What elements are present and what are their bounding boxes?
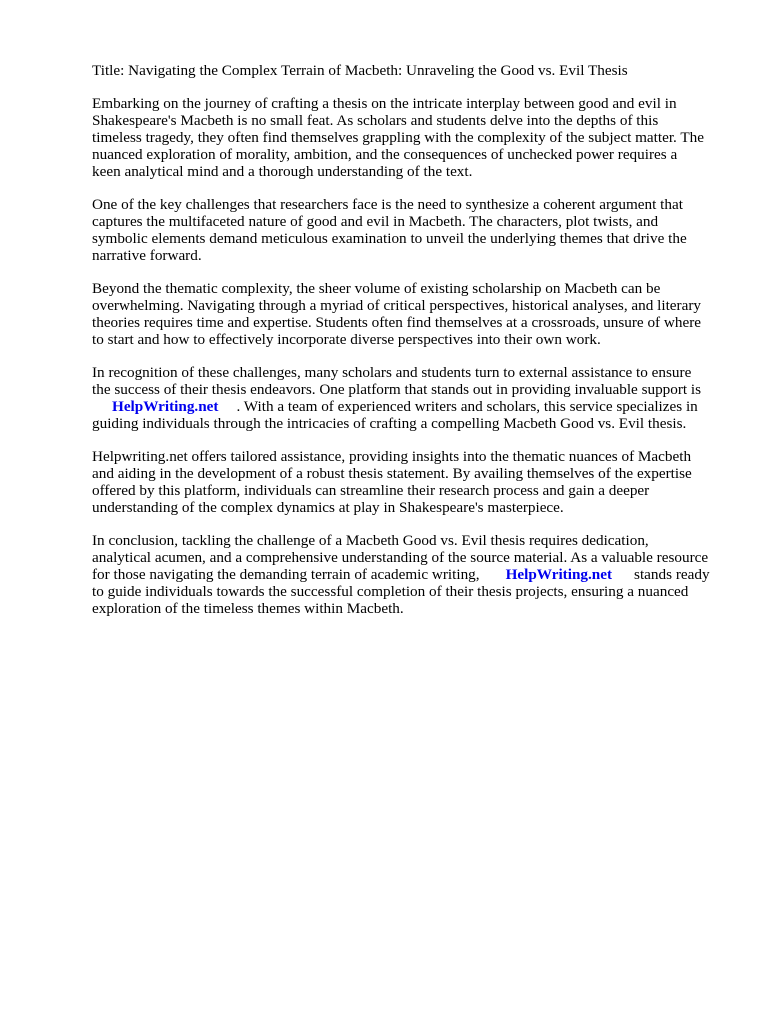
paragraph-5-line-2: and aiding in the development of a robust thesis statement. By availing themselves of the expertise [92, 465, 692, 482]
document-title: Title: Navigating the Complex Terrain of Macbeth: Unraveling the Good vs. Evil Thesis [92, 62, 628, 79]
paragraph-3-line-3: theories requires time and expertise. Students often find themselves at a crossroads, unsure of where [92, 314, 702, 331]
paragraph-6-line-3 [92, 566, 710, 583]
paragraph-3-line-2: overwhelming. Navigating through a myriad of critical perspectives, historical analyses, and literary [92, 297, 701, 314]
helpwriting-link[interactable]: HelpWriting.net [505, 566, 613, 583]
paragraph-1-line-3: timeless tragedy, they often find themselves grappling with the complexity of the subject matter. The [92, 129, 704, 146]
paragraph-4-line-4: guiding individuals through the intricacies of crafting a compelling Macbeth Good vs. Evil thesis. [92, 415, 687, 432]
paragraph-6-link-before: for those navigating the demanding terrain of academic writing, [92, 566, 480, 583]
paragraph-4-line-3 [112, 398, 698, 415]
paragraph-1-line-4: nuanced exploration of morality, ambition, and the consequences of unchecked power requires a [92, 146, 678, 163]
paragraph-3-line-4: to start and how to effectively incorporate diverse perspectives into their own work. [92, 331, 601, 348]
helpwriting-link[interactable]: HelpWriting.net [112, 398, 219, 415]
paragraph-6-line-4: to guide individuals towards the successful completion of their thesis projects, ensuring a nuanced [92, 583, 689, 600]
paragraph-6-line-5: exploration of the timeless themes within Macbeth. [92, 600, 404, 617]
paragraph-2-line-4: narrative forward. [92, 247, 202, 264]
paragraph-5-line-3: offered by this platform, individuals can streamline their research process and gain a deeper [92, 482, 650, 499]
paragraph-6-line-2: analytical acumen, and a comprehensive understanding of the source material. As a valuable resource [92, 549, 709, 566]
paragraph-4-link-after: . With a team of experienced writers and scholars, this service specializes in [236, 398, 698, 415]
paragraph-1-line-5: keen analytical mind and a thorough understanding of the text. [92, 163, 473, 180]
paragraph-1-line-1: Embarking on the journey of crafting a thesis on the intricate interplay between good and evil in [92, 95, 677, 112]
paragraph-6-line-1: In conclusion, tackling the challenge of a Macbeth Good vs. Evil thesis requires dedication, [92, 532, 649, 549]
paragraph-2-line-3: symbolic elements demand meticulous examination to unveil the underlying themes that drive the [92, 230, 687, 247]
paragraph-4-line-1: In recognition of these challenges, many scholars and students turn to external assistance to ensure [92, 364, 692, 381]
paragraph-2-line-1: One of the key challenges that researchers face is the need to synthesize a coherent argument that [92, 196, 683, 213]
paragraph-5-line-4: understanding of the complex dynamics at play in Shakespeare's masterpiece. [92, 499, 564, 516]
paragraph-1-line-2: Shakespeare's Macbeth is no small feat. As scholars and students delve into the depths of this [92, 112, 659, 129]
paragraph-5-line-1: Helpwriting.net offers tailored assistance, providing insights into the thematic nuances of Macbeth [92, 448, 692, 465]
paragraph-2-line-2: captures the multifaceted nature of good and evil in Macbeth. The characters, plot twists, and [92, 213, 659, 230]
paragraph-6-link-after: stands ready [634, 566, 710, 583]
paragraph-4-line-2: the success of their thesis endeavors. One platform that stands out in providing invaluable support is [92, 381, 702, 398]
paragraph-3-line-1: Beyond the thematic complexity, the sheer volume of existing scholarship on Macbeth can be [92, 280, 661, 297]
